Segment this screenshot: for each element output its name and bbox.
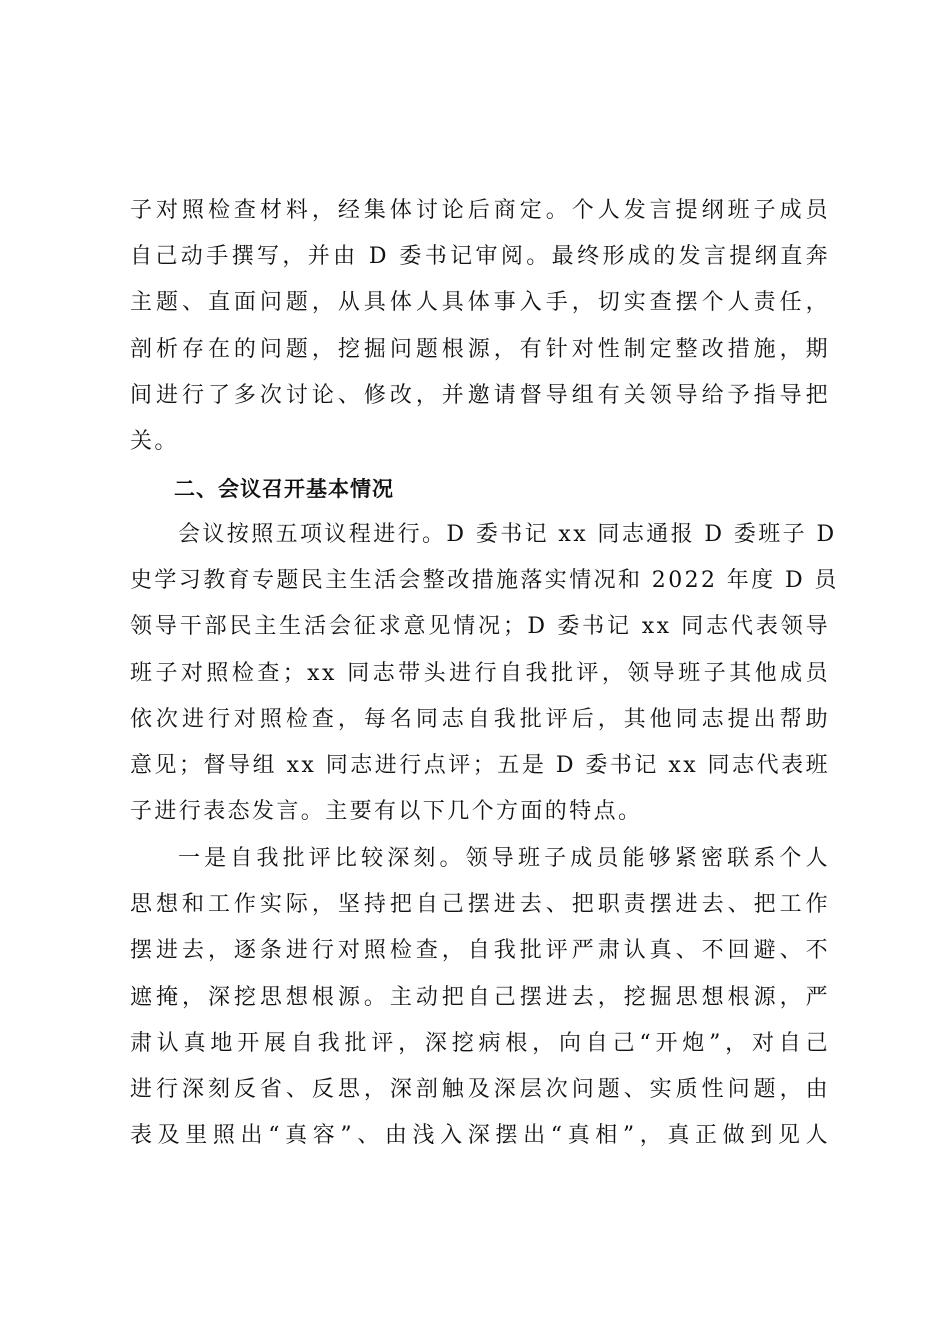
text-line: 表及里照出“真容”、由浅入深摆出“真相”，真正做到见人 [130,1123,830,1149]
text-line: 领导干部民主生活会征求意见情况；D 委书记 xx 同志代表领导 [130,614,830,640]
text-line: 进行深刻反省、反思，深剖触及深层次问题、实质性问题，由 [130,1076,830,1102]
text-line: 思想和工作实际，坚持把自己摆进去、把职责摆进去、把工作 [130,892,830,918]
text-line: 班子对照检查；xx 同志带头进行自我批评，领导班子其他成员 [130,660,830,686]
text-line: 一是自我批评比较深刻。领导班子成员能够紧密联系个人 [178,846,830,871]
text-line: 会议按照五项议程进行。D 委书记 xx 同志通报 D 委班子 D [178,522,837,547]
paragraph-meeting-agenda [130,512,839,835]
paragraph-preparation [130,188,830,465]
text-line: 摆进去，逐条进行对照检查，自我批评严肃认真、不回避、不 [130,938,830,964]
section-heading: 二、会议召开基本情况 [174,477,394,501]
section-heading-block [130,466,830,512]
text-line: 史学习教育专题民主生活会整改措施落实情况和 2022 年度 D 员 [130,568,839,594]
text-line: 自己动手撰写，并由 D 委书记审阅。最终形成的发言提纲直奔 [130,244,830,270]
text-line: 肃认真地开展自我批评，深挖病根，向自己“开炮”，对自己 [130,1030,830,1056]
text-line: 关。 [130,428,179,454]
text-line: 依次进行对照检查，每名同志自我批评后，其他同志提出帮助 [130,706,830,732]
text-line: 间进行了多次讨论、修改，并邀请督导组有关领导给予指导把 [130,382,830,408]
text-line: 遮掩，深挖思想根源。主动把自己摆进去，挖掘思想根源，严 [130,984,830,1010]
paragraph-self-criticism [130,836,830,1159]
text-line: 子对照检查材料，经集体讨论后商定。个人发言提纲班子成员 [130,198,830,223]
text-line: 意见；督导组 xx 同志进行点评；五是 D 委书记 xx 同志代表班 [130,752,830,778]
text-line: 剖析存在的问题，挖掘问题根源，有针对性制定整改措施，期 [130,336,830,362]
text-line: 主题、直面问题，从具体人具体事入手，切实查摆个人责任， [130,290,830,316]
text-line: 子进行表态发言。主要有以下几个方面的特点。 [130,799,643,825]
